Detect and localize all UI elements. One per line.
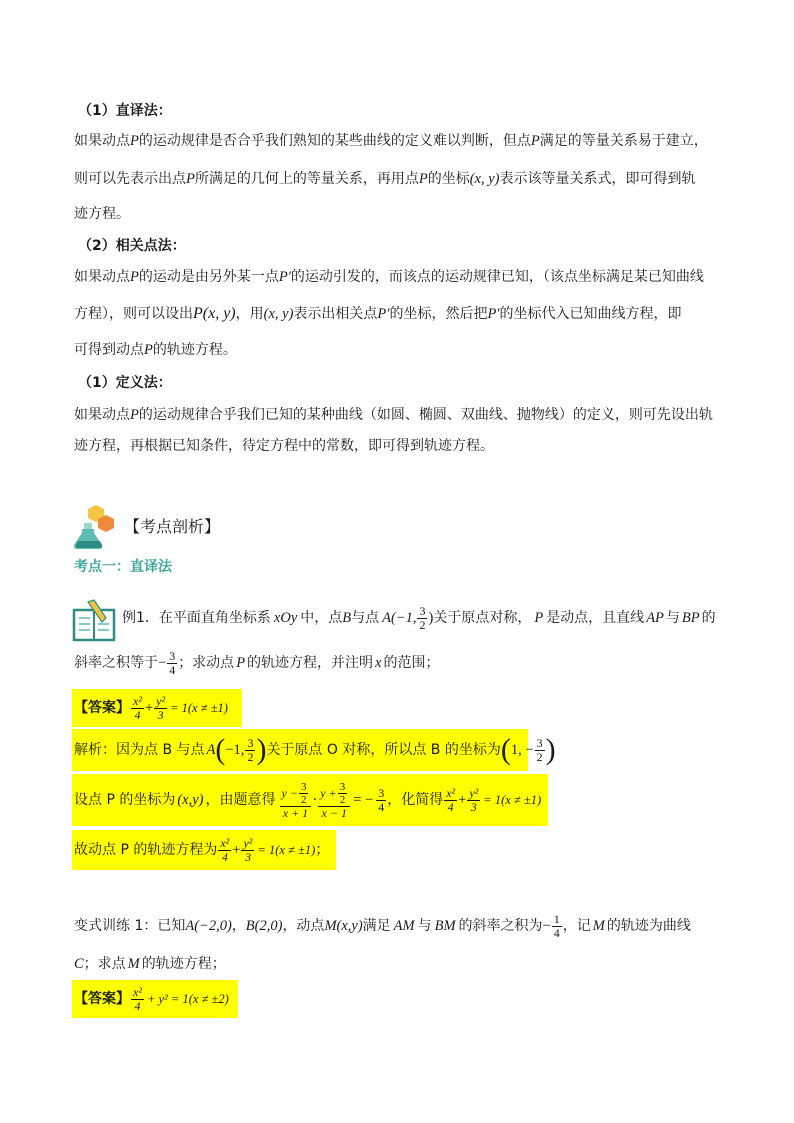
example1-line2: 斜率之积等于 − $\frac{3}{4}$ ；求动点 P 的轨迹方程，并注明 x 的范围； [74, 648, 440, 677]
variant1-line1: 变式训练 1：已知 A(−2,0) ， B(2,0) ，动点 M(x,y) 满足 AM 与 BM 的斜率之积为 − $\frac{1}{4}$ ，记 M 的轨迹为曲线 [74, 911, 691, 940]
method2-heading: （2）相关点法： [78, 238, 186, 254]
section-title: 【考点剖析】 [124, 517, 221, 536]
answer1: 【答案】 $\frac{\text{x²}}{4}$ + $\frac{\text{y²}}{3}$ = 1(x ≠ ±1) [74, 693, 228, 722]
method3-heading: （1）定义法： [78, 375, 172, 391]
solution1-line1: 解析：因为点 B 与点 A ( −1, $\frac{3}{2}$ ) 关于原点 O 对称，所以点 B 的坐标为 ( 1, − $\frac{3}{2}$ ) [74, 733, 556, 766]
method1-line3: 迹方程。 [74, 206, 130, 222]
variant1-line2: C；求点 M 的轨迹方程； [74, 956, 226, 972]
method2-line1: 如果动点P的运动是由另外某一点P′的运动引发的，而该点的运动规律已知，（该点坐标满足某已知曲线 [74, 269, 704, 285]
solution1-line3: 故动点 P 的轨迹方程为 $\frac{\text{x²}}{4}$ + $\frac{\text{y²}}{3}$ = 1(x ≠ ±1) ； [74, 835, 330, 864]
solution1-line2: 设点 P 的坐标为 (x,y) ，由题意得 y − $\frac{3}{2}$ x + 1 · y + $\frac{3}{2}$ x − 1 = − $\frac{3}{4}$ ，化简得 $\frac{\text{x²}}{4}$ + $\frac{\text{y²}}{3}$ = 1(x ≠ ±1) [74, 780, 542, 820]
method2-line2: 方程），则可以设出P(x, y)，用(x, y)表示出相关点P′的坐标，然后把P′的坐标代入已知曲线方程，即 [74, 305, 682, 322]
method1-line2: 则可以先表示出点P所满足的几何上的等量关系，再用点P的坐标(x, y)表示该等量关系式，即可得到轨 [74, 171, 696, 187]
method1-heading: （1）直译法： [78, 103, 172, 119]
flask-icon [72, 503, 118, 549]
method3-line1: 如果动点P的运动规律合乎我们已知的某种曲线（如圆、椭圆、双曲线、抛物线）的定义，则可先设出轨 [74, 407, 713, 423]
method1-line1: 如果动点P的运动规律是否合乎我们熟知的某些曲线的定义难以判断，但点P满足的等量关系易于建立， [74, 133, 708, 149]
kaodian-1-title: 考点一：直译法 [74, 559, 172, 575]
answer2: 【答案】 $\frac{\text{x²}}{4}$ + y² = 1(x ≠ ±2) [74, 984, 229, 1013]
method3-line2: 迹方程，再根据已知条件，待定方程中的常数，即可得到轨迹方程。 [74, 438, 494, 454]
example1-line1: 例1．在平面直角坐标系 xOy 中，点 B 与点 A(−1, $\frac{3}{2}$ ) 关于原点对称， P 是动点，且直线 AP 与 BP 的 [122, 603, 716, 632]
method2-line3: 可得到动点P的轨迹方程。 [74, 342, 237, 358]
book-pencil-icon [72, 598, 118, 642]
